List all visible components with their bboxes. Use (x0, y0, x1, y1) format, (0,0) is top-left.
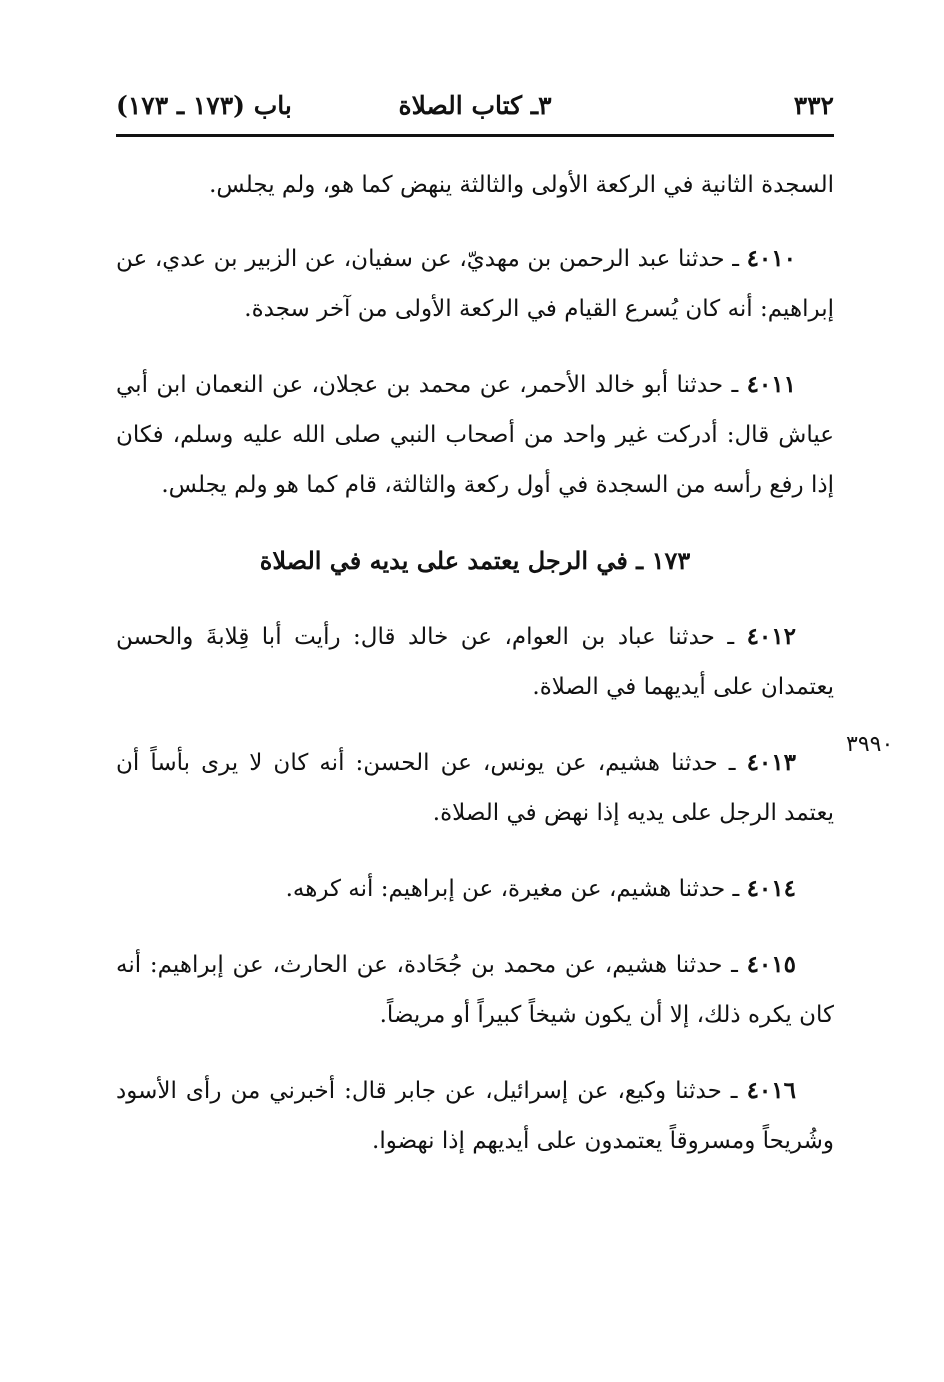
hadith-text: ـ حدثنا هشيم، عن مغيرة، عن إبراهيم: أنه كرهه. (285, 876, 747, 902)
paragraph-text: السجدة الثانية في الركعة الأولى والثالثة ينهض كما هو، ولم يجلس. (209, 172, 834, 198)
hadith-text: ـ حدثنا أبو خالد الأحمر، عن محمد بن عجلان، عن النعمان ابن أبي عياش قال: أدركت غير واحد من أصحاب النبي صلى الله عليه وسلم، فكان إذا رفع رأسه من السجدة في أول ركعة والثالثة، قام كما هو ولم يجلس. (116, 372, 834, 498)
chapter-range: باب (١٧٣ ـ ١٧٣) (116, 91, 292, 120)
hadith-number: ٤٠١٤ (746, 875, 796, 902)
hadith-4015 (116, 940, 834, 1040)
hadith-text: ـ حدثنا هشيم، عن محمد بن جُحَادة، عن الحارث، عن إبراهيم: أنه كان يكره ذلك، إلا أن يكون شيخاً كبيراً أو مريضاً. (116, 952, 834, 1028)
hadith-text: ـ حدثنا وكيع، عن إسرائيل، عن جابر قال: أخبرني من رأى الأسود وشُريحاً ومسروقاً يعتمدون على أيديهم إذا نهضوا. (116, 1078, 834, 1154)
hadith-4016 (116, 1066, 834, 1166)
hadith-4014 (116, 864, 834, 914)
page-header (116, 86, 834, 134)
hadith-number: ٤٠١٠ (746, 245, 796, 272)
hadith-4013 (116, 738, 834, 838)
header-rule (116, 134, 834, 137)
hadith-text: ـ حدثنا عباد بن العوام، عن خالد قال: رأيت أبا قِلابةَ والحسن يعتمدان على أيديهما في الصلاة. (116, 624, 834, 700)
hadith-text: ـ حدثنا هشيم، عن يونس، عن الحسن: أنه كان لا يرى بأساً أن يعتمد الرجل على يديه إذا نهض في الصلاة. (116, 750, 834, 826)
book-title: ٣ـ كتاب الصلاة (398, 91, 552, 120)
margin-cross-reference: ٣٩٩٠ (846, 732, 894, 757)
main-text (116, 160, 834, 1192)
hadith-number: ٤٠١٣ (746, 749, 796, 776)
hadith-number: ٤٠١٢ (746, 623, 796, 650)
hadith-text: ـ حدثنا عبد الرحمن بن مهديّ، عن سفيان، عن الزبير بن عدي، عن إبراهيم: أنه كان يُسرع القيام في الركعة الأولى من آخر سجدة. (116, 246, 834, 322)
hadith-4012 (116, 612, 834, 712)
hadith-4010 (116, 234, 834, 334)
hadith-4011 (116, 360, 834, 510)
continuation-paragraph (116, 160, 834, 210)
hadith-number: ٤٠١١ (746, 371, 796, 398)
page-number: ٣٣٢ (793, 91, 834, 120)
hadith-number: ٤٠١٥ (746, 951, 796, 978)
section-heading: ١٧٣ ـ في الرجل يعتمد على يديه في الصلاة (259, 546, 691, 575)
hadith-number: ٤٠١٦ (746, 1077, 796, 1104)
